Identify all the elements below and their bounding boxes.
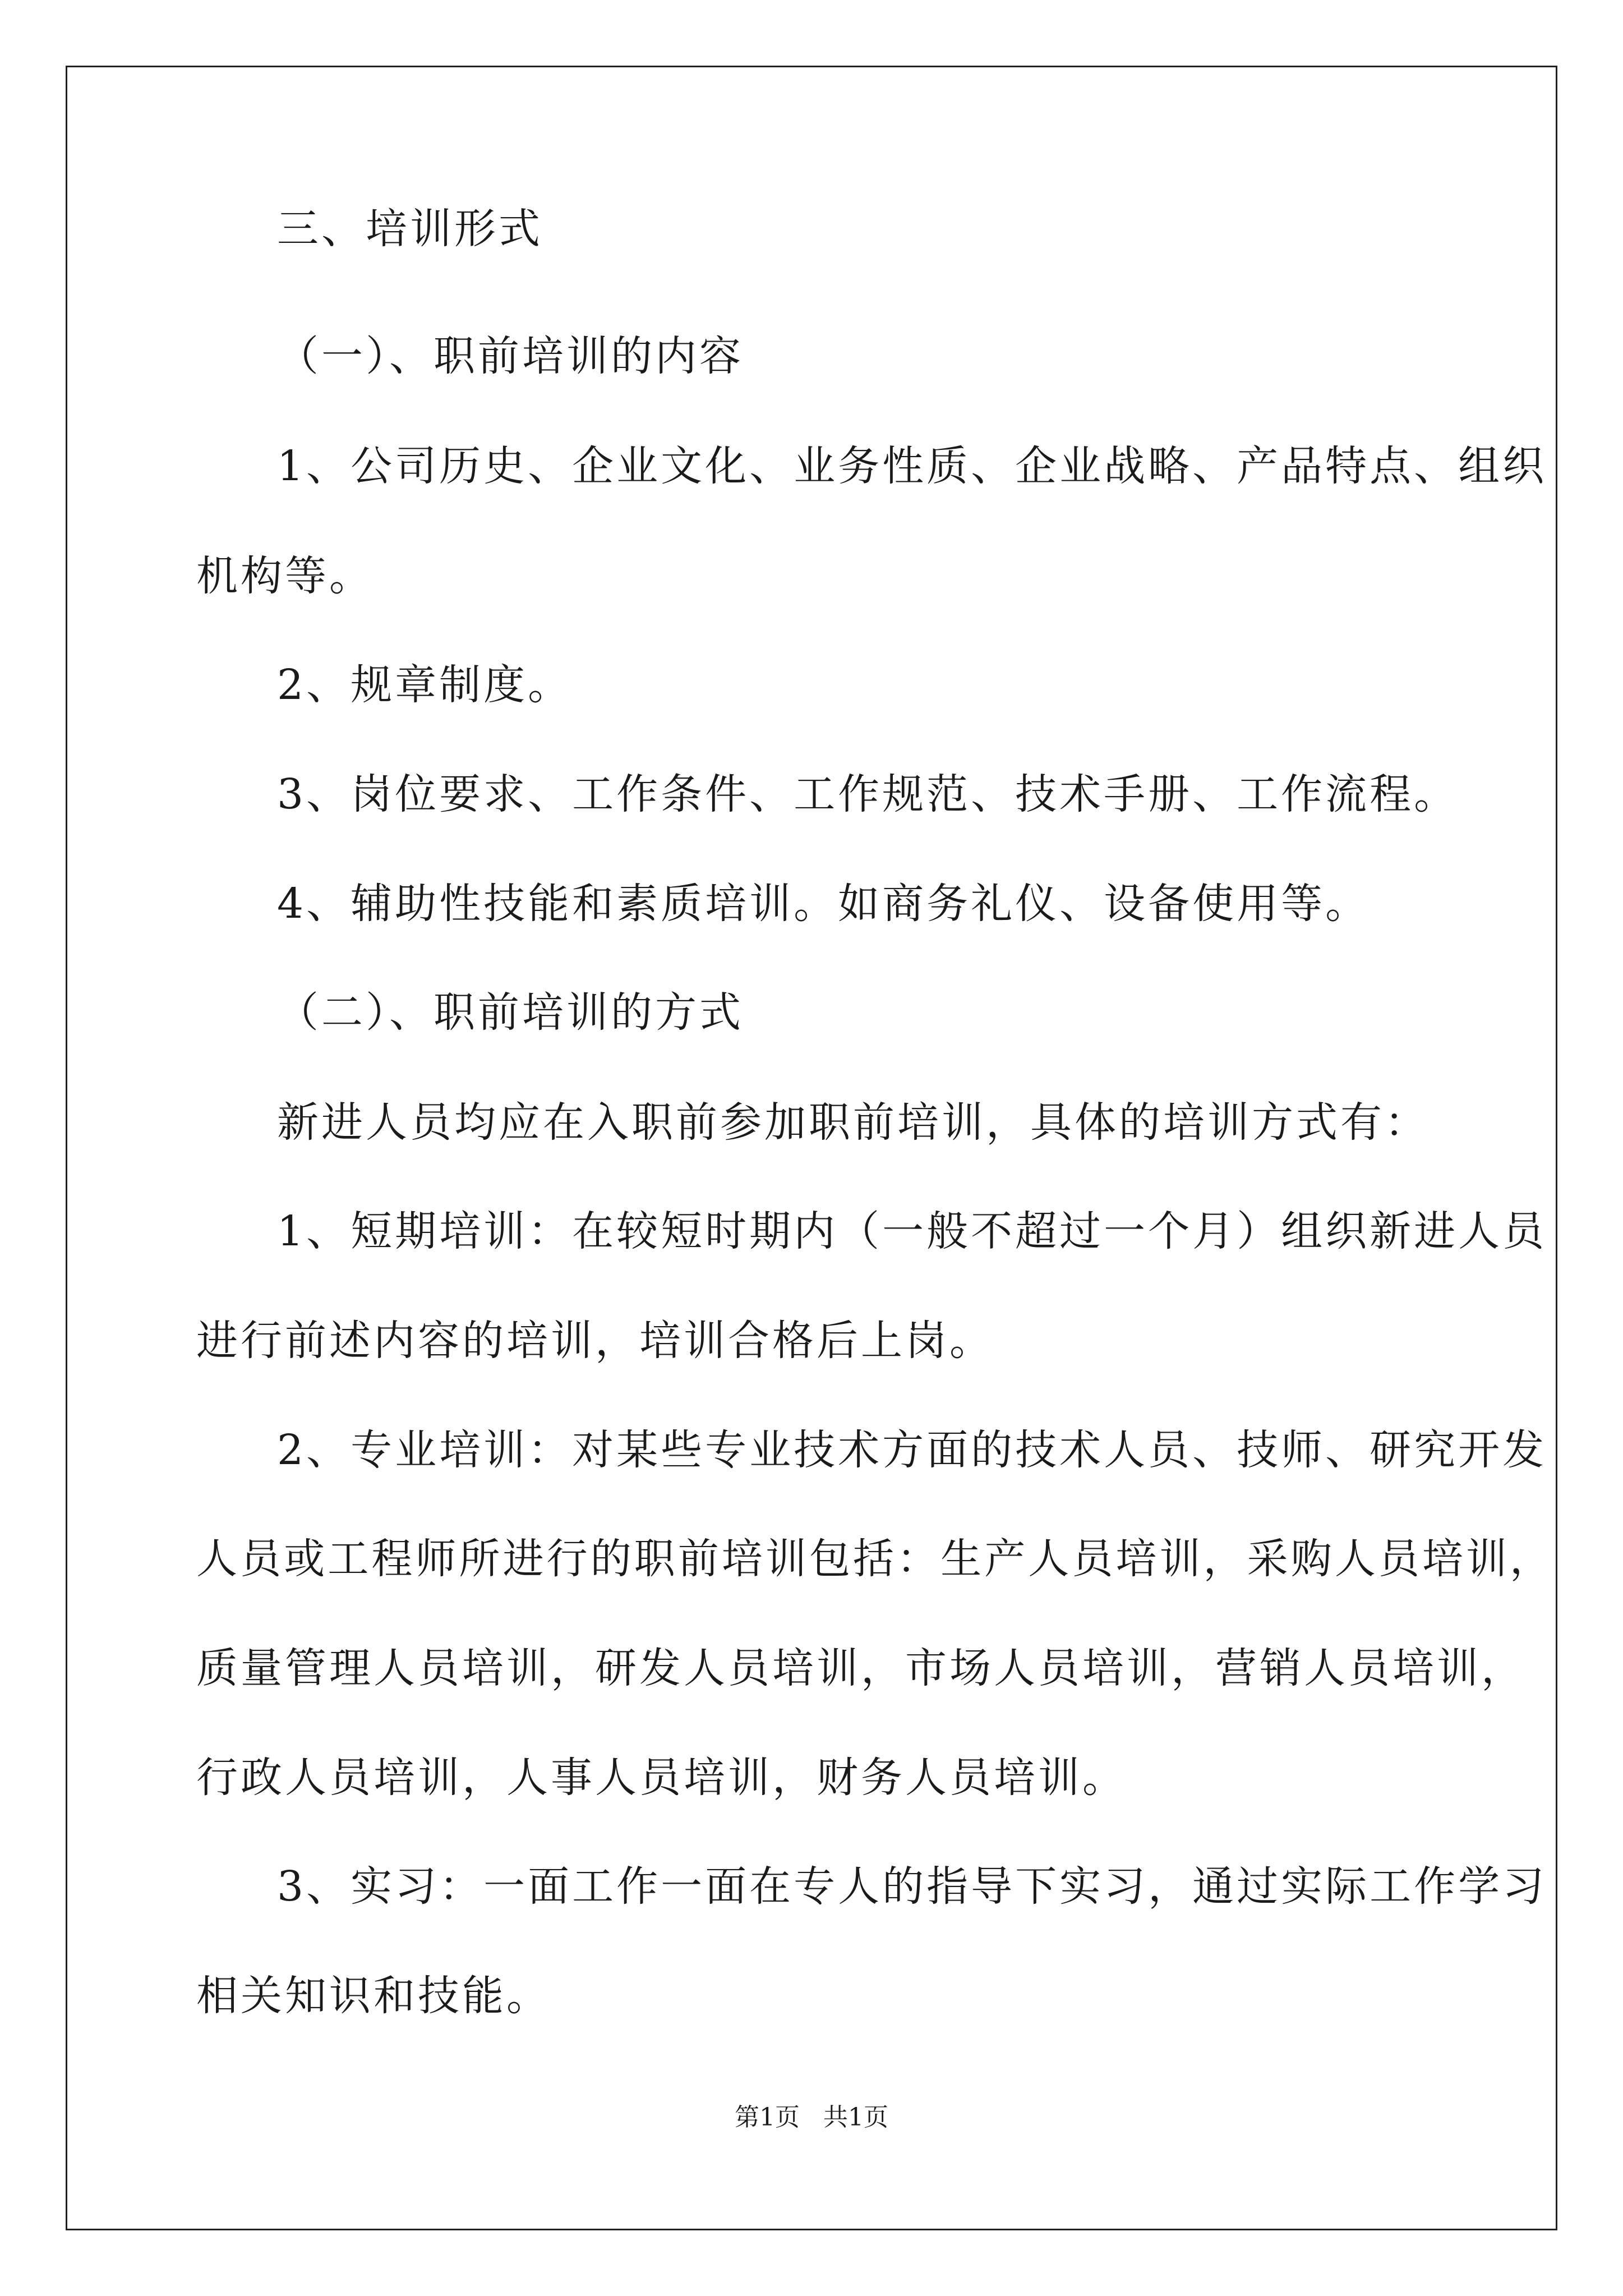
paragraph-line: 4、辅助性技能和素质培训。如商务礼仪、设备使用等。 (277, 880, 1370, 928)
paragraph-line: 2、专业培训：对某些专业技术方面的技术人员、技师、研究开发 (277, 1426, 1547, 1474)
paragraph-line: 相关知识和技能。 (196, 1972, 551, 2020)
paragraph-line: 进行前述内容的培训，培训合格后上岗。 (196, 1317, 994, 1365)
paragraph-line: 行政人员培训，人事人员培训，财务人员培训。 (196, 1754, 1127, 1802)
paragraph-line: 新进人员均应在入职前参加职前培训，具体的培训方式有： (277, 1098, 1429, 1147)
paragraph-line: 机构等。 (196, 552, 374, 600)
subsection-heading: （一）、职前培训的内容 (277, 332, 744, 380)
page-number-footer: 第1页 共1页 (735, 2103, 888, 2132)
paragraph-line: 2、规章制度。 (277, 661, 573, 709)
paragraph-line: 3、岗位要求、工作条件、工作规范、技术手册、工作流程。 (277, 770, 1459, 818)
paragraph-line: 质量管理人员培训，研发人员培训，市场人员培训，营销人员培训， (196, 1644, 1525, 1692)
paragraph-line: 人员或工程师所进行的职前培训包括：生产人员培训，采购人员培训， (196, 1535, 1554, 1583)
section-heading: 三、培训形式 (277, 205, 543, 253)
subsection-heading: （二）、职前培训的方式 (277, 988, 744, 1037)
paragraph-line: 1、公司历史、企业文化、业务性质、企业战略、产品特点、组织 (277, 442, 1547, 490)
paragraph-line: 1、短期培训：在较短时期内（一般不超过一个月）组织新进人员 (277, 1207, 1547, 1255)
paragraph-line: 3、实习：一面工作一面在专人的指导下实习，通过实际工作学习 (277, 1862, 1547, 1911)
